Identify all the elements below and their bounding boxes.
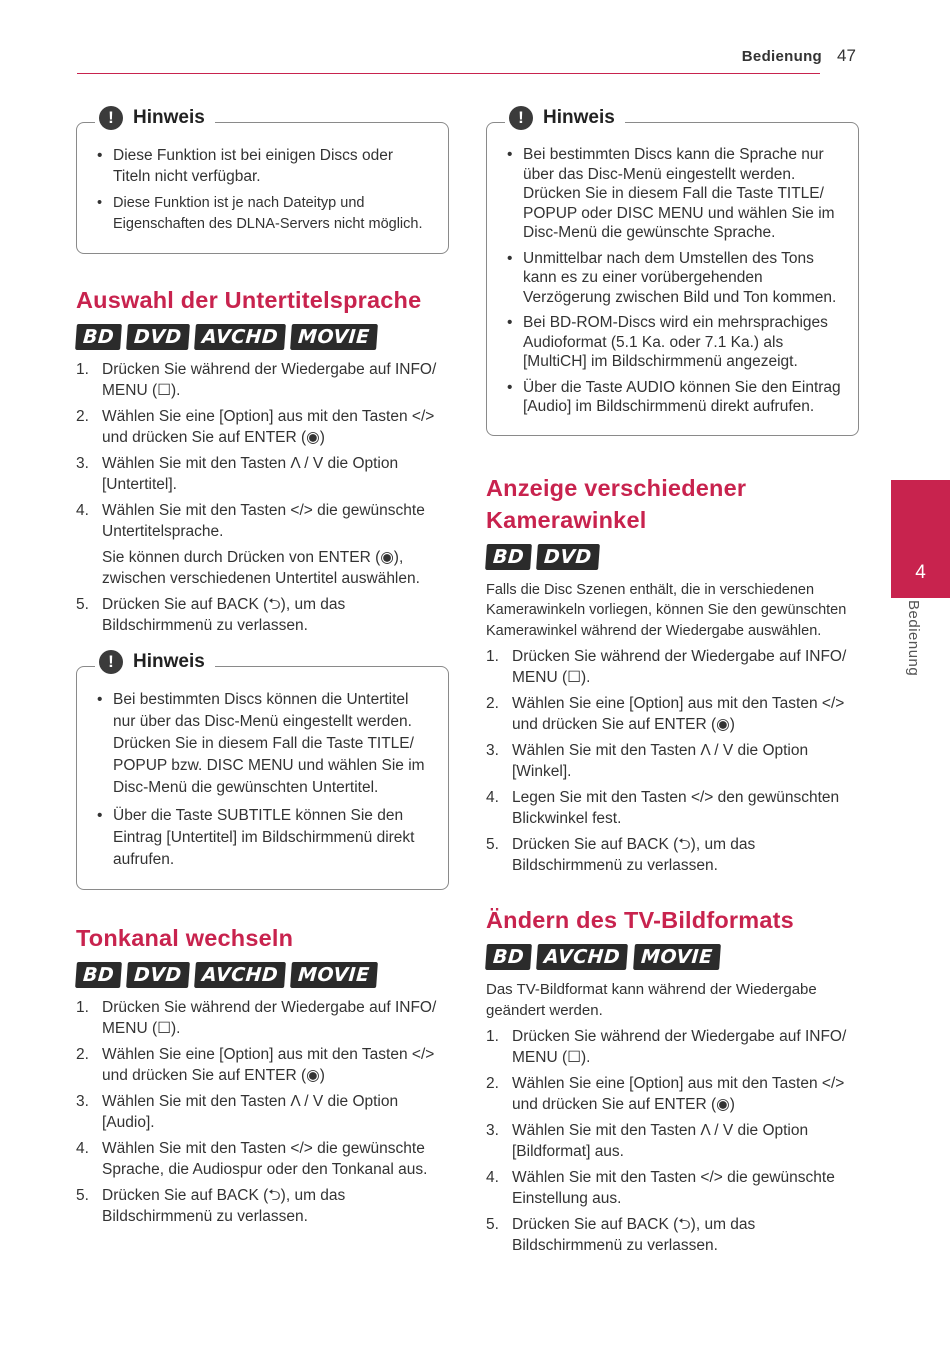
step-item: 2. Wählen Sie eine [Option] aus mit den Tasten </> und drücken Sie auf ENTER (◉)	[76, 1046, 435, 1084]
step-item: 5. Drücken Sie auf BACK (⮌), um das Bildschirmmenü zu verlassen.	[486, 836, 756, 874]
step-item: 3. Wählen Sie mit den Tasten Λ / V die Option [Audio].	[76, 1093, 399, 1131]
step-item: 1. Drücken Sie während der Wiedergabe auf INFO/ MENU (☐).	[486, 648, 847, 686]
chapter-tab-label: Bedienung	[905, 600, 922, 677]
section-title	[486, 472, 859, 536]
step-item: 4. Legen Sie mit den Tasten </> den gewünschten Blickwinkel fest.	[486, 789, 840, 827]
step-item: 3. Wählen Sie mit den Tasten Λ / V die Option [Untertitel].	[76, 455, 399, 493]
note-item: • Unmittelbar nach dem Umstellen des Tons kann es zu einer vorübergehenden Verzögerung zwischen Bild und Ton kommen.	[501, 249, 842, 308]
step-item: 4. Wählen Sie mit den Tasten </> die gewünschte Einstellung aus.	[486, 1169, 835, 1207]
step-item: 1. Drücken Sie während der Wiedergabe auf INFO/ MENU (☐).	[76, 361, 437, 399]
header-divider	[77, 73, 820, 74]
exclamation-icon: !	[99, 106, 123, 130]
badge-bd: BD	[75, 962, 122, 988]
step-item: 1. Drücken Sie während der Wiedergabe auf INFO/ MENU (☐).	[486, 1028, 847, 1066]
badge-movie: MOVIE	[290, 962, 377, 988]
badge-avchd: AVCHD	[194, 324, 286, 350]
disc-badges	[76, 962, 449, 988]
section-title: Tonkanal wechseln	[76, 925, 294, 951]
note-title: Hinweis	[133, 107, 205, 128]
step-item: 5. Drücken Sie auf BACK (⮌), um das Bildschirmmenü zu verlassen.	[76, 1187, 346, 1225]
note-item: • Bei bestimmten Discs können die Untertitel nur über das Disc-Menü eingestellt werden. Drücken Sie in diesem Fall die Taste TITLE/ POPUP bzw. DISC MENU und wählen Sie im Disc-Menü die gewünschten Untertitel.	[91, 689, 432, 799]
step-item: 1. Drücken Sie während der Wiedergabe auf INFO/ MENU (☐).	[76, 999, 437, 1037]
badge-dvd: DVD	[126, 962, 190, 988]
step-list	[486, 647, 859, 876]
note-title: Hinweis	[133, 651, 205, 672]
note-box	[76, 651, 449, 890]
note-box	[486, 107, 859, 436]
note-item: • Über die Taste AUDIO können Sie den Eintrag [Audio] im Bildschirmmenü direkt aufrufen.	[501, 378, 842, 417]
step-item: 5. Drücken Sie auf BACK (⮌), um das Bildschirmmenü zu verlassen.	[486, 1216, 756, 1254]
badge-movie: MOVIE	[633, 944, 720, 970]
step-subtext: Sie können durch Drücken von ENTER (◉), zwischen verschiedenen Untertitel auswählen.	[102, 549, 420, 587]
note-item: • Bei BD-ROM-Discs wird ein mehrsprachiges Audioformat (5.1 Ka. oder 7.1 Ka.) als [MultiCH] im Bildschirmmenü angezeigt.	[501, 313, 842, 372]
step-item: 2. Wählen Sie eine [Option] aus mit den Tasten </> und drücken Sie auf ENTER (◉)	[486, 1075, 845, 1113]
note-item: • Diese Funktion ist je nach Dateityp und Eigenschaften des DLNA-Servers nicht möglich.	[91, 193, 432, 235]
note-box	[76, 107, 449, 254]
note-header	[505, 106, 625, 130]
exclamation-icon: !	[509, 106, 533, 130]
badge-bd: BD	[75, 324, 122, 350]
step-list	[76, 998, 449, 1227]
badge-avchd: AVCHD	[194, 962, 286, 988]
exclamation-icon: !	[99, 650, 123, 674]
note-item: • Über die Taste SUBTITLE können Sie den Eintrag [Untertitel] im Bildschirmmenü direkt aufrufen.	[91, 805, 432, 871]
chapter-tab-number: 4	[915, 562, 926, 583]
badge-avchd: AVCHD	[536, 944, 628, 970]
section-intro: Falls die Disc Szenen enthält, die in verschiedenen Kamerawinkeln vorliegen, können Sie den gewünschten Kamerawinkel während der Wiedergabe auswählen.	[486, 581, 847, 639]
step-item: 5. Drücken Sie auf BACK (⮌), um das Bildschirmmenü zu verlassen.	[76, 596, 346, 634]
page-number: 47	[837, 46, 856, 65]
section-title-line: Anzeige verschiedener	[486, 474, 747, 501]
badge-bd: BD	[485, 544, 532, 570]
step-item: 3. Wählen Sie mit den Tasten Λ / V die Option [Bildformat] aus.	[486, 1122, 809, 1160]
step-list	[76, 360, 449, 636]
section-title: Auswahl der Untertitelsprache	[76, 287, 422, 313]
disc-badges	[486, 944, 859, 970]
note-header	[95, 650, 215, 674]
note-item: • Bei bestimmten Discs kann die Sprache nur über das Disc-Menü eingestellt werden. Drücken Sie in diesem Fall die Taste TITLE/ POPUP oder DISC MENU und wählen Sie im Disc-Menü die gewünschte Sprache.	[501, 145, 842, 243]
note-item: • Diese Funktion ist bei einigen Discs oder Titeln nicht verfügbar.	[91, 145, 432, 187]
step-item: 2. Wählen Sie eine [Option] aus mit den Tasten </> und drücken Sie auf ENTER (◉)	[76, 408, 435, 446]
badge-dvd: DVD	[536, 544, 600, 570]
step-item: 4. Wählen Sie mit den Tasten </> die gewünschte Sprache, die Audiospur oder den Tonkanal aus.	[76, 1140, 428, 1178]
section-title-line: Kamerawinkel	[486, 506, 647, 533]
running-header-section: Bedienung	[741, 48, 822, 65]
note-header	[95, 106, 215, 130]
note-title: Hinweis	[543, 107, 615, 128]
step-item: 4. Wählen Sie mit den Tasten </> die gewünschte Untertitelsprache. Sie können durch Drücken von ENTER (◉), zwischen verschiedenen Untertitel auswählen.	[76, 501, 449, 589]
step-item: 3. Wählen Sie mit den Tasten Λ / V die Option [Winkel].	[486, 742, 809, 780]
badge-movie: MOVIE	[290, 324, 377, 350]
right-column	[486, 104, 859, 1262]
section-title: Ändern des TV-Bildformats	[486, 907, 794, 933]
step-list	[486, 1027, 859, 1256]
disc-badges	[76, 324, 449, 350]
badge-dvd: DVD	[126, 324, 190, 350]
section-intro: Das TV-Bildformat kann während der Wiedergabe geändert werden.	[486, 981, 817, 1019]
left-column	[76, 104, 449, 1233]
disc-badges	[486, 544, 859, 570]
step-item: 2. Wählen Sie eine [Option] aus mit den Tasten </> und drücken Sie auf ENTER (◉)	[486, 695, 845, 733]
badge-bd: BD	[485, 944, 532, 970]
